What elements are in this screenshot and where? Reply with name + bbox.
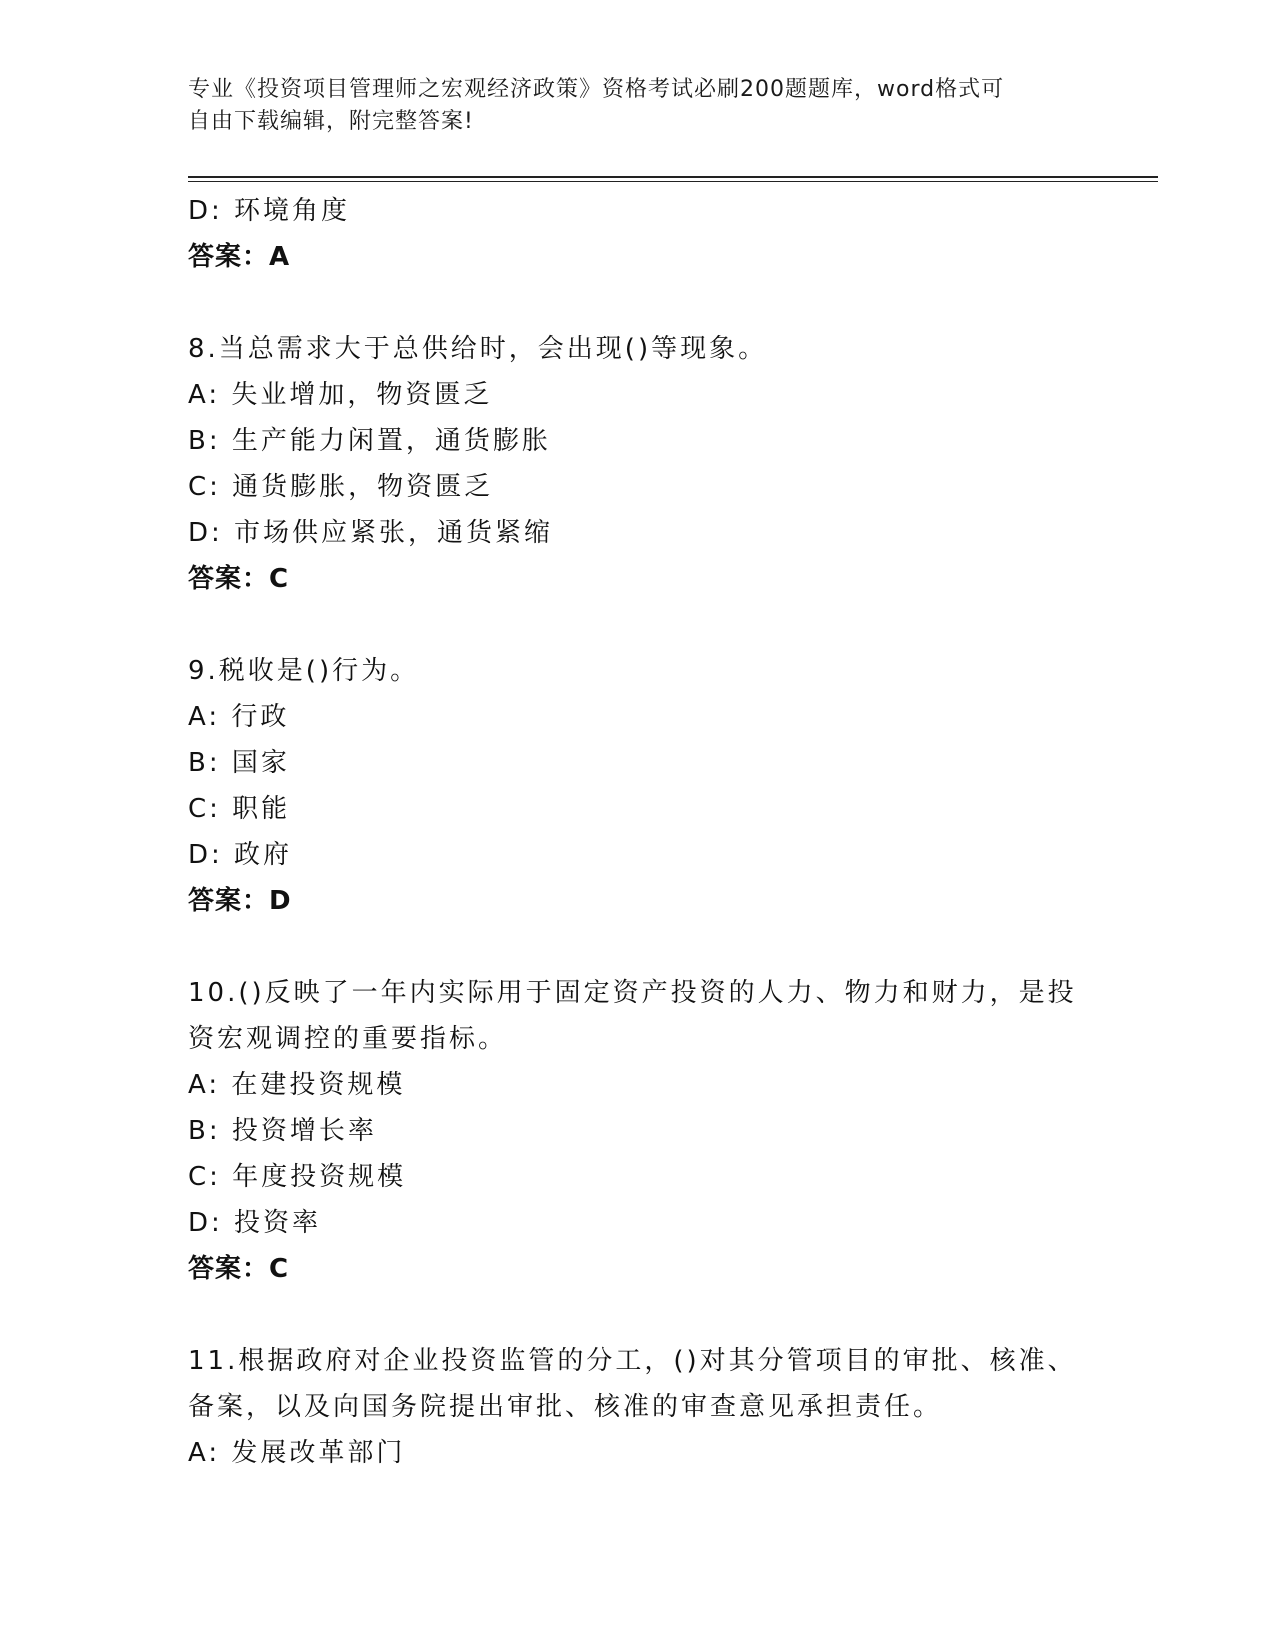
option-c: C: 通货膨胀，物资匮乏 bbox=[188, 472, 494, 502]
option-d: D: 投资率 bbox=[188, 1208, 322, 1238]
option-d: D: 市场供应紧张，通货紧缩 bbox=[188, 518, 554, 548]
header-line-1: 专业《投资项目管理师之宏观经济政策》资格考试必刷200题题库，word格式可 bbox=[188, 77, 1005, 102]
option-a: A: 在建投资规模 bbox=[188, 1070, 406, 1100]
header-divider-thin bbox=[188, 181, 1158, 182]
spacer bbox=[188, 280, 1088, 326]
spacer bbox=[188, 602, 1088, 648]
question-stem-line-1: 11.根据政府对企业投资监管的分工，()对其分管项目的审批、核准、 bbox=[188, 1346, 1077, 1376]
option-c: C: 年度投资规模 bbox=[188, 1162, 407, 1192]
spacer bbox=[188, 1292, 1088, 1338]
question-10 bbox=[188, 970, 1088, 1292]
question-11 bbox=[188, 1338, 1088, 1476]
question-8 bbox=[188, 326, 1088, 602]
option-c: C: 职能 bbox=[188, 794, 291, 824]
option-a: A: 发展改革部门 bbox=[188, 1438, 406, 1468]
question-9 bbox=[188, 648, 1088, 924]
answer: 答案：C bbox=[188, 564, 290, 594]
question-stem: 8.当总需求大于总供给时，会出现()等现象。 bbox=[188, 334, 768, 364]
prev-option-d: D: 环境角度 bbox=[188, 196, 351, 226]
spacer bbox=[188, 924, 1088, 970]
page-header bbox=[188, 74, 1088, 138]
question-stem-line-2: 备案，以及向国务院提出审批、核准的审查意见承担责任。 bbox=[188, 1392, 943, 1422]
header-line-2: 自由下载编辑，附完整答案! bbox=[188, 109, 474, 134]
option-d: D: 政府 bbox=[188, 840, 293, 870]
option-b: B: 投资增长率 bbox=[188, 1116, 377, 1146]
option-a: A: 失业增加，物资匮乏 bbox=[188, 380, 493, 410]
option-a: A: 行政 bbox=[188, 702, 290, 732]
question-content bbox=[188, 188, 1088, 1476]
answer: 答案：D bbox=[188, 886, 292, 916]
question-stem-line-2: 资宏观调控的重要指标。 bbox=[188, 1024, 508, 1054]
option-b: B: 生产能力闲置，通货膨胀 bbox=[188, 426, 551, 456]
question-stem: 9.税收是()行为。 bbox=[188, 656, 420, 686]
prev-answer: 答案：A bbox=[188, 242, 291, 272]
header-divider-thick bbox=[188, 176, 1158, 178]
option-b: B: 国家 bbox=[188, 748, 290, 778]
answer: 答案：C bbox=[188, 1254, 290, 1284]
question-stem-line-1: 10.()反映了一年内实际用于固定资产投资的人力、物力和财力，是投 bbox=[188, 978, 1077, 1008]
